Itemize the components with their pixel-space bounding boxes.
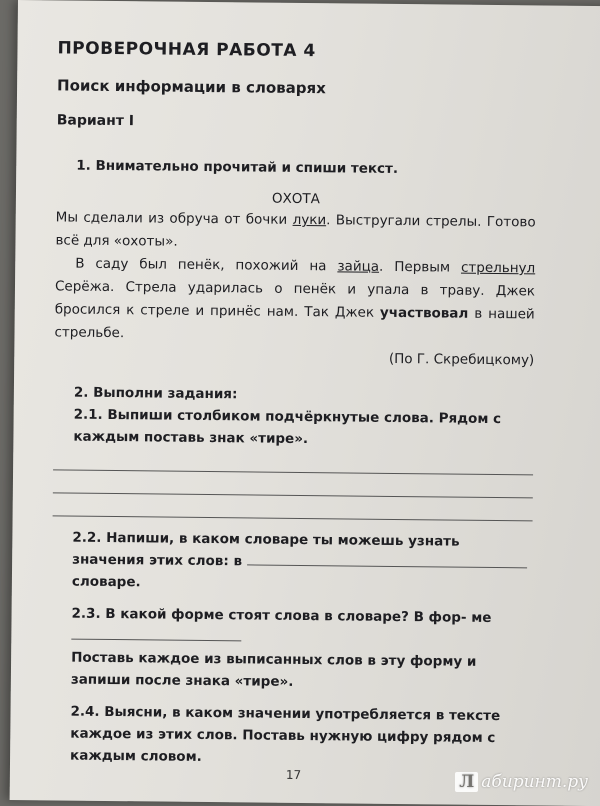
underlined-word-strelnul: стрельнул — [460, 259, 536, 277]
text-fragment: в нашей стрельбе. — [54, 305, 535, 342]
task-2-3-instruction: Поставь каждое из выписанных слов в эту форму и запиши после знака «тире». — [70, 649, 477, 690]
story-title: ОХОТА — [271, 190, 320, 208]
page-title: ПРОВЕРОЧНАЯ РАБОТА 4 — [57, 38, 316, 62]
text-fragment: Мы сделали из обруча от бочки — [55, 209, 293, 228]
text-fragment: В саду был пенёк, похожий на — [75, 255, 338, 275]
task-2-3 — [51, 602, 531, 651]
task-2-2-tail: словаре. — [71, 573, 141, 591]
task-2-2-text: 2.2. Напиши, в каком словаре ты можешь узнать значения этих слов: в — [72, 529, 460, 570]
task-2-1: 2.1. Выпиши столбиком подчёркнутые слова. Рядом с каждым поставь знак «тире». — [73, 406, 502, 448]
worksheet-content — [50, 38, 538, 771]
text-fragment: . Выстругали стрелы. Готово всё для «охоты». — [55, 212, 536, 250]
underlined-word-luki: луки — [292, 211, 327, 229]
bold-word-uchastvoval: участвовал — [379, 304, 469, 322]
story-paragraph-1 — [55, 206, 535, 257]
task2-heading: 2. Выполни задания: — [73, 384, 238, 403]
variant-label: Вариант I — [56, 112, 135, 130]
watermark-text: абиринт.ру — [481, 772, 588, 792]
answer-blank-form — [71, 625, 241, 642]
page-sheet — [10, 0, 600, 806]
text-fragment: . Первым — [379, 258, 462, 276]
task-2-3-tail: ме — [471, 609, 492, 626]
text-fragment: Серёжа. Стрела ударилась о пенёк и упала в траву. Джек бросился к стреле и принёс нам. Так Джек — [54, 278, 536, 321]
task-2-3-text: 2.3. В какой форме стоят слова в словаре? В фор- — [71, 605, 467, 626]
page-number: 17 — [285, 767, 302, 783]
task1-heading: 1. Внимательно прочитай и спиши текст. — [76, 157, 399, 177]
section-subtitle: Поиск информации в словарях — [57, 76, 326, 98]
story-author: (По Г. Скребицкому) — [388, 350, 535, 369]
task-2-2 — [52, 526, 533, 597]
story-paragraph-2 — [54, 252, 535, 349]
answer-blank-dictionary — [247, 550, 527, 568]
underlined-word-zaitsa: зайца — [337, 258, 380, 275]
labirint-logo-icon: Л — [455, 772, 478, 792]
watermark-logo — [455, 772, 588, 792]
task-2-4: 2.4. Выясни, в каком значении употребляется в тексте каждое из этих слов. Поставь нужную цифру рядом с каждым словом. — [70, 703, 501, 765]
